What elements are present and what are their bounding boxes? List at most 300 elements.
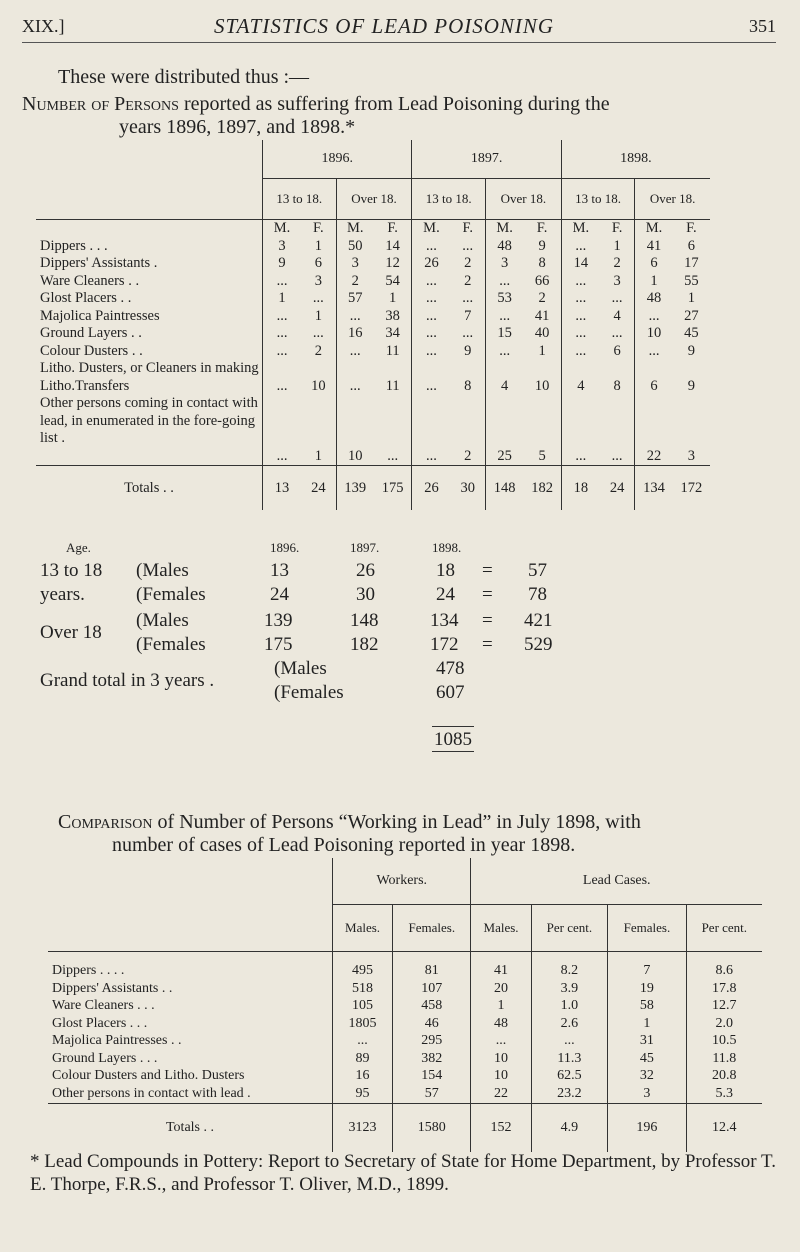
total-cell: 1580 bbox=[393, 1104, 471, 1153]
table-cell: 38 bbox=[385, 307, 400, 324]
table-cell: 2 bbox=[613, 255, 621, 271]
table-cell: 10 bbox=[347, 447, 363, 464]
table-cell: 20.8 bbox=[712, 1068, 737, 1083]
table-cell: 16 bbox=[347, 325, 363, 341]
value: 24 bbox=[270, 584, 289, 605]
total-cell: 24 bbox=[301, 466, 336, 511]
table-cell: 14 bbox=[573, 255, 589, 271]
table-cell: 89 bbox=[355, 1050, 370, 1066]
table-cell: 27 bbox=[684, 307, 699, 324]
table-cell: 10 bbox=[494, 1050, 509, 1066]
table-cell: 11.8 bbox=[712, 1050, 737, 1066]
data-column bbox=[531, 952, 608, 1104]
value: 13 bbox=[270, 560, 289, 581]
comparison-rest: of Number of Persons “Working in Lead” in July 1898, with bbox=[157, 811, 641, 833]
value: 30 bbox=[356, 584, 375, 605]
table-cell: ... bbox=[575, 342, 587, 359]
sex-header: F. bbox=[611, 220, 623, 236]
table-cell: ... bbox=[276, 272, 288, 289]
data-column bbox=[471, 952, 531, 1104]
table-cell: 3.9 bbox=[560, 980, 579, 996]
females-label: (Females bbox=[274, 682, 344, 703]
table-cell: 4 bbox=[613, 307, 621, 324]
table-cell: 14 bbox=[385, 237, 400, 254]
equals-sign: = bbox=[482, 610, 493, 631]
summary-block bbox=[0, 538, 800, 806]
table-cell: 1 bbox=[314, 237, 322, 254]
table-cell: 34 bbox=[385, 325, 400, 341]
table-cell: 2 bbox=[351, 272, 359, 289]
column-header: Females. bbox=[393, 905, 471, 952]
data-column bbox=[336, 220, 374, 466]
data-column bbox=[393, 952, 471, 1104]
table-cell: ... bbox=[349, 342, 361, 359]
table-cell: 4 bbox=[577, 377, 585, 394]
table-cell: 8.6 bbox=[715, 963, 734, 978]
data-column bbox=[523, 220, 561, 466]
row-label: Litho. Dusters, or Cleaners in making Litho.Transfers bbox=[40, 360, 259, 394]
running-header bbox=[22, 12, 776, 43]
total-cell: 134 bbox=[635, 466, 673, 511]
table-cell: ... bbox=[426, 325, 437, 341]
value: 57 bbox=[528, 560, 547, 581]
value: 175 bbox=[264, 634, 293, 655]
row-label: Glost Placers . . bbox=[40, 290, 132, 306]
table-cell: 19 bbox=[639, 980, 654, 996]
value: 18 bbox=[436, 560, 455, 581]
table-cell: ... bbox=[387, 447, 399, 464]
table-cell: 57 bbox=[424, 1085, 439, 1101]
totals-row bbox=[48, 1104, 762, 1153]
total-cell: 175 bbox=[374, 466, 412, 511]
total-cell: 12.4 bbox=[686, 1104, 762, 1153]
table-cell: 2 bbox=[538, 290, 546, 306]
row-label: Dippers . . . . bbox=[52, 963, 125, 978]
table-cell: 2 bbox=[464, 447, 472, 464]
equals-sign: = bbox=[482, 560, 493, 581]
value: 148 bbox=[350, 610, 379, 631]
comparison-line2: number of cases of Lead Poisoning reported in year 1898. bbox=[112, 834, 576, 856]
table-cell: 11 bbox=[385, 377, 400, 394]
table-cell: 46 bbox=[424, 1015, 439, 1031]
table-cell: 17 bbox=[684, 255, 699, 271]
table-cell: 41 bbox=[534, 307, 550, 324]
table-cell: 9 bbox=[687, 342, 695, 359]
table-cell: 11.3 bbox=[557, 1050, 582, 1066]
table-cell: 107 bbox=[421, 980, 443, 996]
table-cell: 518 bbox=[352, 980, 374, 996]
value: 26 bbox=[356, 560, 375, 581]
table-cell: ... bbox=[426, 447, 437, 464]
age-group: Over 18. bbox=[635, 179, 710, 220]
data-column bbox=[412, 220, 451, 466]
table-cell: ... bbox=[276, 325, 288, 341]
table-cell: 62.5 bbox=[557, 1068, 582, 1083]
total-cell: 26 bbox=[412, 466, 451, 511]
table-cell: 1 bbox=[613, 237, 621, 254]
equals-sign: = bbox=[482, 584, 493, 605]
table-cell: 58 bbox=[639, 998, 654, 1013]
data-column bbox=[608, 952, 686, 1104]
table-cell: 8.2 bbox=[560, 963, 579, 978]
table-cell: 9 bbox=[538, 237, 546, 254]
sex-header: F. bbox=[686, 220, 697, 236]
table-cell: 6 bbox=[650, 377, 658, 394]
table-cell: 9 bbox=[464, 342, 472, 359]
sex-header: F. bbox=[387, 220, 398, 236]
row-label: Ground Layers . . bbox=[40, 325, 142, 341]
table-cell: 32 bbox=[639, 1068, 654, 1083]
totals-label: Totals . . bbox=[36, 466, 263, 511]
table-cell: 8 bbox=[464, 377, 472, 394]
data-column bbox=[686, 952, 762, 1104]
data-column bbox=[561, 220, 600, 466]
row-label: Glost Placers . . . bbox=[52, 1015, 148, 1031]
footnote: * Lead Compounds in Pottery: Report to Secretary of State for Home Department, by Professor T. E. Thorpe, F.R.S., and Professor T. Oliver, M.D., 1899. bbox=[30, 1151, 776, 1195]
table-cell: 50 bbox=[347, 237, 363, 254]
table-cell: 48 bbox=[646, 290, 662, 306]
table1-caption bbox=[22, 92, 782, 116]
totals-label: Totals . . bbox=[48, 1104, 333, 1153]
table-cell: 45 bbox=[684, 325, 699, 341]
equals-sign: = bbox=[482, 634, 493, 655]
table-cell: 25 bbox=[497, 447, 512, 464]
table-cell: ... bbox=[611, 447, 623, 464]
row-label: Dippers' Assistants . bbox=[40, 255, 158, 271]
row-labels bbox=[48, 952, 333, 1104]
table-cell: ... bbox=[462, 325, 474, 341]
table-cell: ... bbox=[495, 1033, 507, 1048]
table-cell: 2 bbox=[464, 272, 472, 289]
table-cell: 45 bbox=[639, 1050, 654, 1066]
table-cell: 8 bbox=[538, 255, 546, 271]
table-cell: ... bbox=[276, 342, 288, 359]
year-header-row bbox=[36, 140, 710, 179]
table-cell: 6 bbox=[650, 255, 658, 271]
table-cell: ... bbox=[575, 272, 587, 289]
value: 529 bbox=[524, 634, 553, 655]
table-cell: 57 bbox=[347, 290, 363, 306]
sex-header: F. bbox=[462, 220, 473, 236]
grand-females: 607 bbox=[436, 682, 465, 703]
value: 421 bbox=[524, 610, 553, 631]
table-cell: 3 bbox=[687, 447, 695, 464]
value: 24 bbox=[436, 584, 455, 605]
row-label: Colour Dusters . . bbox=[40, 342, 143, 359]
table-cell: 31 bbox=[639, 1033, 654, 1048]
data-column bbox=[333, 952, 393, 1104]
data-column bbox=[673, 220, 710, 466]
table-cell: 4 bbox=[501, 377, 509, 394]
males-label: (Males bbox=[274, 658, 327, 679]
table-cell: 1 bbox=[643, 1015, 651, 1031]
table-cell: 55 bbox=[684, 272, 699, 289]
page-number: 351 bbox=[749, 16, 776, 36]
value: 172 bbox=[430, 634, 459, 655]
table-cell: 10 bbox=[646, 325, 662, 341]
table-cell: 6 bbox=[613, 342, 621, 359]
row-label: Majolica Paintresses bbox=[40, 307, 160, 324]
row-label: Majolica Paintresses . . bbox=[52, 1033, 182, 1048]
table-cell: 5.3 bbox=[715, 1085, 734, 1101]
total-cell: 4.9 bbox=[531, 1104, 608, 1153]
total-cell: 18 bbox=[561, 466, 600, 511]
table-cell: ... bbox=[499, 272, 511, 289]
age-group: 13 to 18. bbox=[263, 179, 337, 220]
data-column bbox=[635, 220, 673, 466]
grand-males: 478 bbox=[436, 658, 465, 679]
table-cell: 40 bbox=[534, 325, 550, 341]
table-cell: ... bbox=[349, 307, 361, 324]
table-cell: ... bbox=[426, 377, 437, 394]
year-label: 1898. bbox=[432, 540, 462, 555]
total-cell: 139 bbox=[336, 466, 374, 511]
data-column bbox=[600, 220, 635, 466]
value: 182 bbox=[350, 634, 379, 655]
row-label: Dippers' Assistants . . bbox=[52, 980, 173, 996]
grand-total: 1085 bbox=[432, 726, 474, 752]
total-cell: 24 bbox=[600, 466, 635, 511]
table-cell: 48 bbox=[497, 237, 512, 254]
row-label: Ground Layers . . . bbox=[52, 1050, 158, 1066]
sex-header: F. bbox=[313, 220, 324, 236]
row-label: Dippers . . . bbox=[40, 237, 108, 254]
total-cell: 196 bbox=[608, 1104, 686, 1153]
year-1897: 1897. bbox=[412, 140, 561, 179]
intro-text: These were distributed thus :— bbox=[58, 66, 310, 88]
table-cell: 382 bbox=[421, 1050, 443, 1066]
total-cell: 182 bbox=[523, 466, 561, 511]
age-group: 13 to 18. bbox=[412, 179, 486, 220]
data-column bbox=[263, 220, 302, 466]
table-cell: 22 bbox=[494, 1085, 509, 1101]
year-label: 1896. bbox=[270, 540, 300, 555]
age-range-suffix: years. bbox=[40, 584, 85, 605]
table-cell: ... bbox=[276, 447, 288, 464]
table-cell: ... bbox=[426, 237, 437, 254]
age-heading: Age. bbox=[66, 540, 91, 555]
year-1898: 1898. bbox=[561, 140, 710, 179]
sex-header: M. bbox=[645, 220, 663, 236]
table-cell: 1 bbox=[538, 342, 546, 359]
table-cell: ... bbox=[426, 307, 437, 324]
age-range: 13 to 18 bbox=[40, 560, 103, 581]
sex-header: M. bbox=[572, 220, 590, 236]
table-cell: 6 bbox=[687, 237, 695, 254]
table-cell: ... bbox=[276, 307, 288, 324]
table-cell: 10.5 bbox=[712, 1033, 737, 1048]
workers-header: Workers. bbox=[333, 858, 471, 905]
table-cell: ... bbox=[575, 325, 587, 341]
table-cell: 1 bbox=[389, 290, 397, 306]
table-cell: ... bbox=[648, 342, 660, 359]
table-cell: 1 bbox=[314, 307, 322, 324]
cases-header: Lead Cases. bbox=[471, 858, 762, 905]
total-cell: 30 bbox=[451, 466, 486, 511]
row-label: Other persons coming in contact with lead, in enumerated in the fore-going list . bbox=[40, 395, 258, 446]
table-cell: 495 bbox=[352, 963, 374, 978]
table-cell: ... bbox=[426, 342, 437, 359]
table-cell: ... bbox=[462, 237, 474, 254]
table-cell: ... bbox=[357, 1033, 368, 1048]
table-cell: 1 bbox=[650, 272, 658, 289]
comparison-lead: Comparison bbox=[58, 811, 153, 833]
grand-total-label: Grand total in 3 years . bbox=[40, 670, 215, 691]
table-cell: 2.6 bbox=[560, 1015, 579, 1031]
table-cell: ... bbox=[564, 1033, 575, 1048]
total-cell: 152 bbox=[471, 1104, 531, 1153]
sex-header: M. bbox=[273, 220, 291, 236]
table-cell: 1805 bbox=[348, 1015, 377, 1031]
table-cell: 10 bbox=[534, 377, 550, 394]
table-cell: ... bbox=[648, 307, 660, 324]
caption-lead: Number of Persons bbox=[22, 93, 179, 115]
table-cell: ... bbox=[312, 325, 324, 341]
age-group: Over 18. bbox=[336, 179, 412, 220]
table-cell: ... bbox=[575, 290, 587, 306]
table-cell: 26 bbox=[424, 255, 439, 271]
comparison-table bbox=[48, 858, 762, 1152]
table-cell: 54 bbox=[385, 272, 400, 289]
table-cell: 41 bbox=[646, 237, 662, 254]
table-cell: 48 bbox=[494, 1015, 509, 1031]
females-label: (Females bbox=[136, 584, 206, 605]
table-cell: ... bbox=[499, 307, 511, 324]
table-cell: 1 bbox=[278, 290, 286, 306]
table-cell: ... bbox=[276, 377, 288, 394]
table-cell: ... bbox=[426, 290, 437, 306]
sex-header: M. bbox=[496, 220, 513, 236]
table-cell: 154 bbox=[421, 1068, 443, 1083]
table-cell: ... bbox=[499, 342, 511, 359]
table-cell: 2 bbox=[464, 255, 472, 271]
table-cell: 1 bbox=[497, 998, 505, 1013]
table-cell: 1 bbox=[687, 290, 695, 306]
row-label: Ware Cleaners . . . bbox=[52, 998, 155, 1013]
table-cell: 458 bbox=[421, 998, 443, 1013]
males-label: (Males bbox=[136, 560, 189, 581]
table-cell: 6 bbox=[314, 255, 322, 271]
table-body bbox=[36, 220, 710, 466]
table-cell: ... bbox=[312, 290, 324, 306]
age-group: Over 18. bbox=[485, 179, 561, 220]
table-cell: 3 bbox=[278, 237, 286, 254]
table-cell: 3 bbox=[314, 272, 322, 289]
table-cell: 23.2 bbox=[557, 1085, 582, 1101]
table-cell: 16 bbox=[355, 1068, 370, 1083]
table-cell: ... bbox=[575, 447, 587, 464]
table-cell: 3 bbox=[351, 255, 359, 271]
row-label: Other persons in contact with lead . bbox=[52, 1085, 251, 1101]
table-cell: ... bbox=[426, 272, 437, 289]
value: 134 bbox=[430, 610, 459, 631]
table-cell: 12 bbox=[385, 255, 400, 271]
running-title: STATISTICS OF LEAD POISONING bbox=[214, 14, 555, 38]
table-cell: 8 bbox=[613, 377, 621, 394]
table-cell: 12.7 bbox=[712, 998, 737, 1013]
data-column bbox=[374, 220, 412, 466]
table-cell: 5 bbox=[538, 447, 546, 464]
table-cell: ... bbox=[575, 307, 587, 324]
table-cell: 53 bbox=[497, 290, 512, 306]
table-body bbox=[48, 952, 762, 1104]
data-column bbox=[301, 220, 336, 466]
value: 78 bbox=[528, 584, 547, 605]
total-cell: 148 bbox=[485, 466, 523, 511]
table-cell: 2 bbox=[314, 342, 322, 359]
table-cell: 11 bbox=[385, 342, 400, 359]
year-1896: 1896. bbox=[263, 140, 412, 179]
table-cell: 105 bbox=[352, 998, 374, 1013]
table-cell: 66 bbox=[534, 272, 550, 289]
table-cell: 81 bbox=[424, 963, 439, 978]
table-cell: 22 bbox=[646, 447, 662, 464]
total-cell: 13 bbox=[263, 466, 302, 511]
row-label: Ware Cleaners . . bbox=[40, 272, 140, 289]
table-cell: 17.8 bbox=[712, 980, 737, 996]
row-labels bbox=[36, 220, 263, 466]
table-cell: 95 bbox=[355, 1085, 370, 1101]
table-cell: 9 bbox=[278, 255, 286, 271]
table-cell: 295 bbox=[421, 1033, 443, 1048]
table-cell: ... bbox=[611, 325, 623, 341]
column-header: Per cent. bbox=[686, 905, 762, 952]
table-cell: 1 bbox=[314, 447, 322, 464]
table-cell: 7 bbox=[643, 963, 651, 978]
table-cell: 1.0 bbox=[560, 998, 579, 1013]
males-label: (Males bbox=[136, 610, 189, 631]
table-cell: ... bbox=[462, 290, 474, 306]
table-cell: 3 bbox=[613, 272, 621, 289]
caption-line2: years 1896, 1897, and 1898.* bbox=[119, 116, 356, 138]
table-cell: 10 bbox=[311, 377, 326, 394]
table-cell: 3 bbox=[501, 255, 509, 271]
total-cell: 3123 bbox=[333, 1104, 393, 1153]
females-label: (Females bbox=[136, 634, 206, 655]
column-header: Per cent. bbox=[531, 905, 608, 952]
group-header-row bbox=[48, 858, 762, 905]
column-header: Females. bbox=[608, 905, 686, 952]
table-cell: 9 bbox=[687, 377, 695, 394]
sex-header: M. bbox=[423, 220, 440, 236]
column-header: Males. bbox=[471, 905, 531, 952]
caption-rest: reported as suffering from Lead Poisoning during the bbox=[183, 93, 610, 115]
table-cell: 20 bbox=[494, 980, 509, 996]
table-cell: ... bbox=[349, 377, 361, 394]
row-label: Colour Dusters and Litho. Dusters bbox=[52, 1068, 245, 1083]
comparison-heading bbox=[58, 810, 778, 834]
table-cell: 15 bbox=[497, 325, 512, 341]
over18-label: Over 18 bbox=[40, 622, 102, 643]
table-cell: 41 bbox=[494, 963, 509, 978]
year-label: 1897. bbox=[350, 540, 380, 555]
totals-row bbox=[36, 466, 710, 511]
table-cell: 7 bbox=[464, 307, 472, 324]
value: 139 bbox=[264, 610, 293, 631]
sex-header: M. bbox=[346, 220, 364, 236]
poisoning-table bbox=[36, 140, 710, 510]
sex-header: F. bbox=[536, 220, 548, 236]
column-header: Males. bbox=[333, 905, 393, 952]
data-column bbox=[485, 220, 523, 466]
table-cell: ... bbox=[611, 290, 623, 306]
table-cell: 2.0 bbox=[715, 1015, 734, 1031]
total-cell: 172 bbox=[673, 466, 710, 511]
section-number: XIX.] bbox=[22, 16, 65, 36]
table-cell: 3 bbox=[643, 1085, 651, 1101]
table-cell: 10 bbox=[494, 1068, 509, 1083]
data-column bbox=[451, 220, 486, 466]
